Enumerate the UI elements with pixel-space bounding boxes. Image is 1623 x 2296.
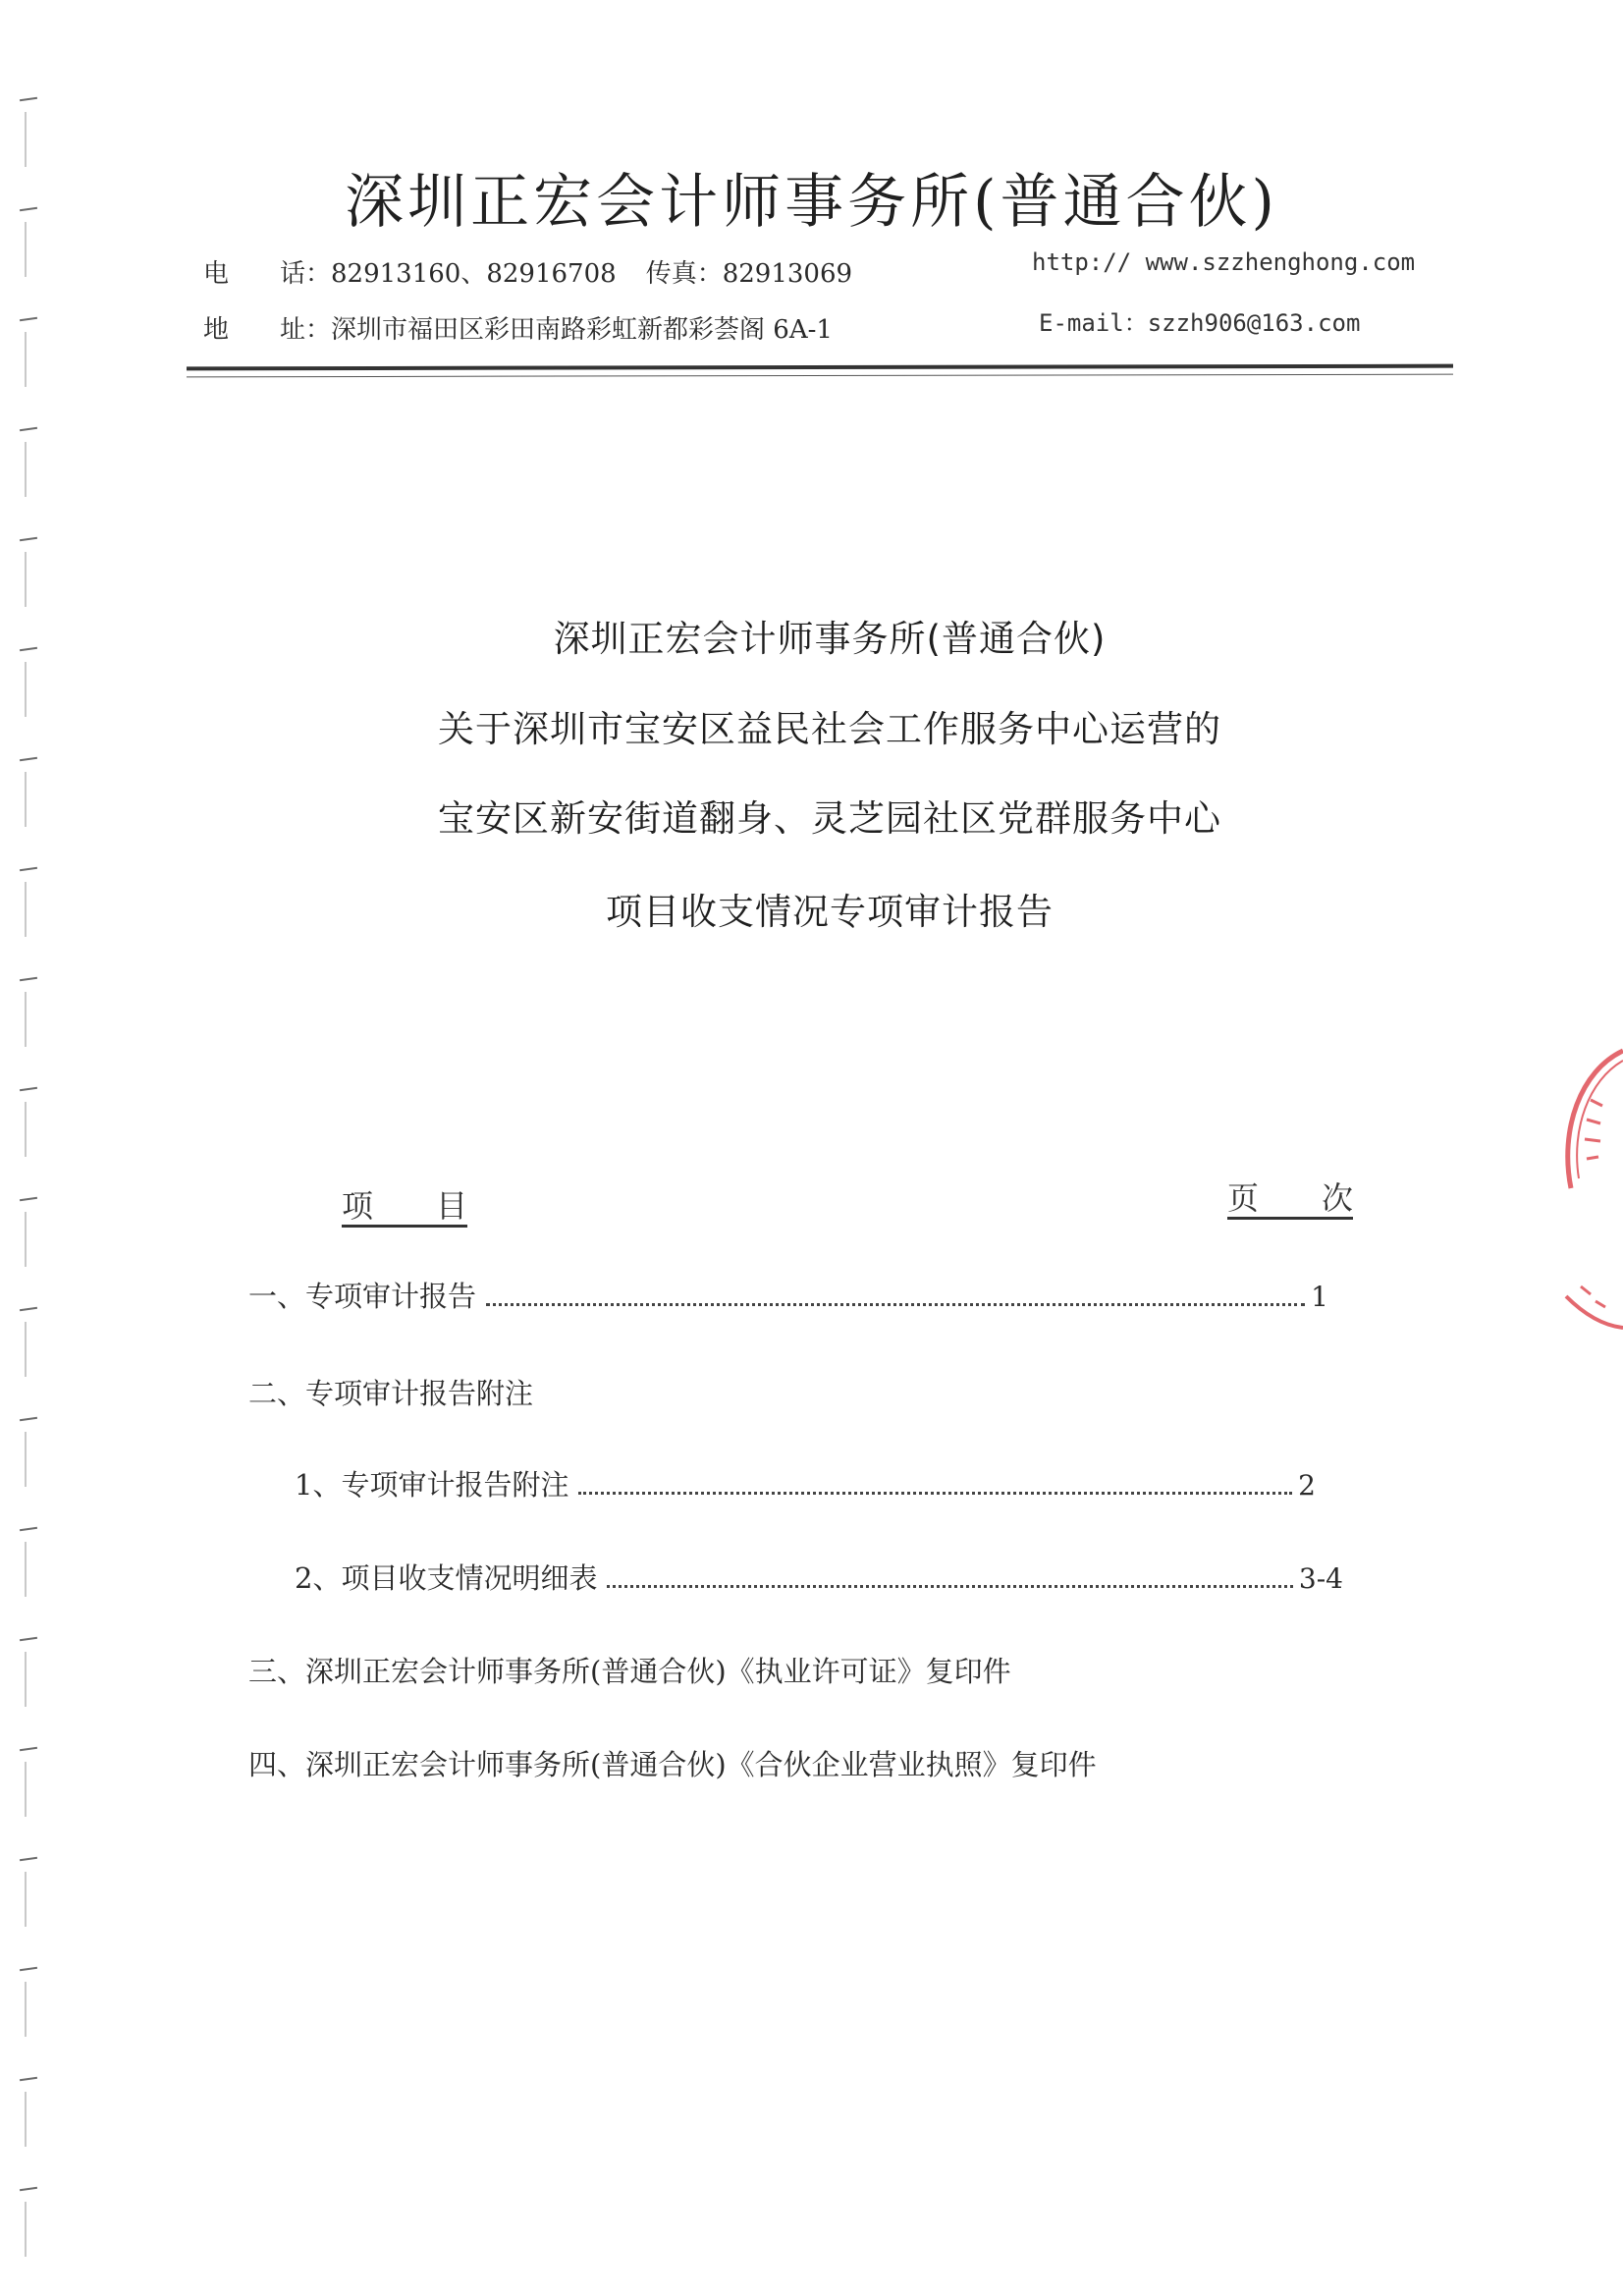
binding-mark bbox=[18, 1418, 39, 1506]
binding-mark-bar bbox=[25, 332, 27, 387]
binding-mark bbox=[18, 978, 39, 1066]
toc-entry: 二、专项审计报告附注 bbox=[248, 1377, 534, 1410]
binding-mark-bar bbox=[25, 1212, 27, 1267]
toc-entry: 三、深圳正宏会计师事务所(普通合伙)《执业许可证》复印件 bbox=[248, 1655, 1011, 1688]
binding-mark-bar bbox=[25, 2202, 27, 2257]
toc-entry-label: 一、专项审计报告 bbox=[248, 1280, 477, 1313]
fax-label: 传真： bbox=[645, 259, 723, 289]
binding-mark bbox=[18, 1748, 39, 1836]
binding-mark-tick bbox=[20, 1527, 37, 1531]
toc-leader bbox=[486, 1303, 1305, 1306]
binding-mark-tick bbox=[20, 867, 37, 871]
binding-mark-bar bbox=[25, 442, 27, 497]
binding-mark-bar bbox=[25, 1652, 27, 1707]
toc-entry-label: 1、专项审计报告附注 bbox=[295, 1468, 569, 1502]
seal-stamp bbox=[1542, 1021, 1623, 1345]
binding-mark bbox=[18, 1088, 39, 1176]
binding-mark-bar bbox=[25, 2092, 27, 2147]
binding-mark-tick bbox=[20, 1857, 37, 1861]
letterhead-rule-thin bbox=[187, 374, 1453, 378]
binding-mark-tick bbox=[20, 317, 37, 321]
toc-entry bbox=[295, 1557, 1343, 1597]
report-title-line-2: 关于深圳市宝安区益民社会工作服务中心运营的 bbox=[438, 708, 1221, 750]
toc-entry-label: 2、项目收支情况明细表 bbox=[295, 1561, 598, 1595]
binding-mark-bar bbox=[25, 1762, 27, 1817]
binding-mark-bar bbox=[25, 1542, 27, 1597]
binding-mark bbox=[18, 1968, 39, 2056]
binding-mark-tick bbox=[20, 537, 37, 541]
binding-mark-bar bbox=[25, 552, 27, 607]
address-label: 地 址： bbox=[203, 315, 332, 345]
binding-mark-tick bbox=[20, 1087, 37, 1091]
phone-value: 82913160、82916708 bbox=[331, 259, 617, 289]
toc-entry-page: 1 bbox=[1311, 1281, 1328, 1313]
toc-leader bbox=[607, 1585, 1292, 1588]
fax-value: 82913069 bbox=[722, 259, 853, 289]
toc-header-page: 页 次 bbox=[1227, 1179, 1354, 1217]
binding-mark bbox=[18, 1638, 39, 1726]
email: E-mail：szzh906@163.com bbox=[1039, 309, 1361, 337]
toc-entry: 四、深圳正宏会计师事务所(普通合伙)《合伙企业营业执照》复印件 bbox=[248, 1748, 1097, 1781]
binding-mark bbox=[18, 2188, 39, 2276]
binding-mark-tick bbox=[20, 2187, 37, 2191]
binding-mark-tick bbox=[20, 2077, 37, 2081]
letterhead-rule-thick bbox=[187, 364, 1453, 371]
toc-entry bbox=[295, 1463, 1316, 1503]
binding-mark-tick bbox=[20, 1637, 37, 1641]
binding-mark bbox=[18, 428, 39, 517]
toc-entry-page: 2 bbox=[1298, 1469, 1316, 1502]
binding-mark-tick bbox=[20, 427, 37, 431]
binding-mark-bar bbox=[25, 1322, 27, 1377]
binding-mark-tick bbox=[20, 757, 37, 761]
toc-leader bbox=[578, 1492, 1292, 1495]
binding-mark bbox=[18, 1198, 39, 1286]
binding-mark-tick bbox=[20, 1967, 37, 1971]
binding-marks bbox=[0, 0, 59, 2296]
binding-mark-tick bbox=[20, 1197, 37, 1201]
binding-mark bbox=[18, 1528, 39, 1616]
binding-mark-bar bbox=[25, 1872, 27, 1927]
address-value: 深圳市福田区彩田南路彩虹新都彩荟阁 6A-1 bbox=[331, 315, 833, 345]
binding-mark bbox=[18, 2078, 39, 2166]
address-line bbox=[203, 309, 833, 346]
report-title-line-3: 宝安区新安街道翻身、灵芝园社区党群服务中心 bbox=[438, 797, 1221, 840]
binding-mark bbox=[18, 1308, 39, 1396]
toc-header-item: 项 目 bbox=[342, 1187, 468, 1225]
toc-entry-page: 3-4 bbox=[1298, 1562, 1343, 1595]
phone-label: 电 话： bbox=[203, 259, 332, 289]
binding-mark-tick bbox=[20, 1307, 37, 1311]
binding-mark-bar bbox=[25, 992, 27, 1047]
letterhead-firm-name: 深圳正宏会计师事务所(普通合伙) bbox=[345, 168, 1278, 237]
binding-mark-tick bbox=[20, 1747, 37, 1751]
website: http:// www.szzhenghong.com bbox=[1032, 248, 1416, 276]
report-title-line-4: 项目收支情况专项审计报告 bbox=[606, 891, 1054, 933]
binding-mark-bar bbox=[25, 1982, 27, 2037]
binding-mark bbox=[18, 318, 39, 407]
toc-entry bbox=[248, 1275, 1328, 1315]
phone-line bbox=[203, 253, 852, 290]
binding-mark-tick bbox=[20, 977, 37, 981]
binding-mark bbox=[18, 1858, 39, 1946]
binding-mark-bar bbox=[25, 1102, 27, 1157]
report-title-line-1: 深圳正宏会计师事务所(普通合伙) bbox=[553, 618, 1107, 660]
binding-mark-tick bbox=[20, 1417, 37, 1421]
binding-mark-bar bbox=[25, 1432, 27, 1487]
binding-mark-tick bbox=[20, 97, 37, 101]
